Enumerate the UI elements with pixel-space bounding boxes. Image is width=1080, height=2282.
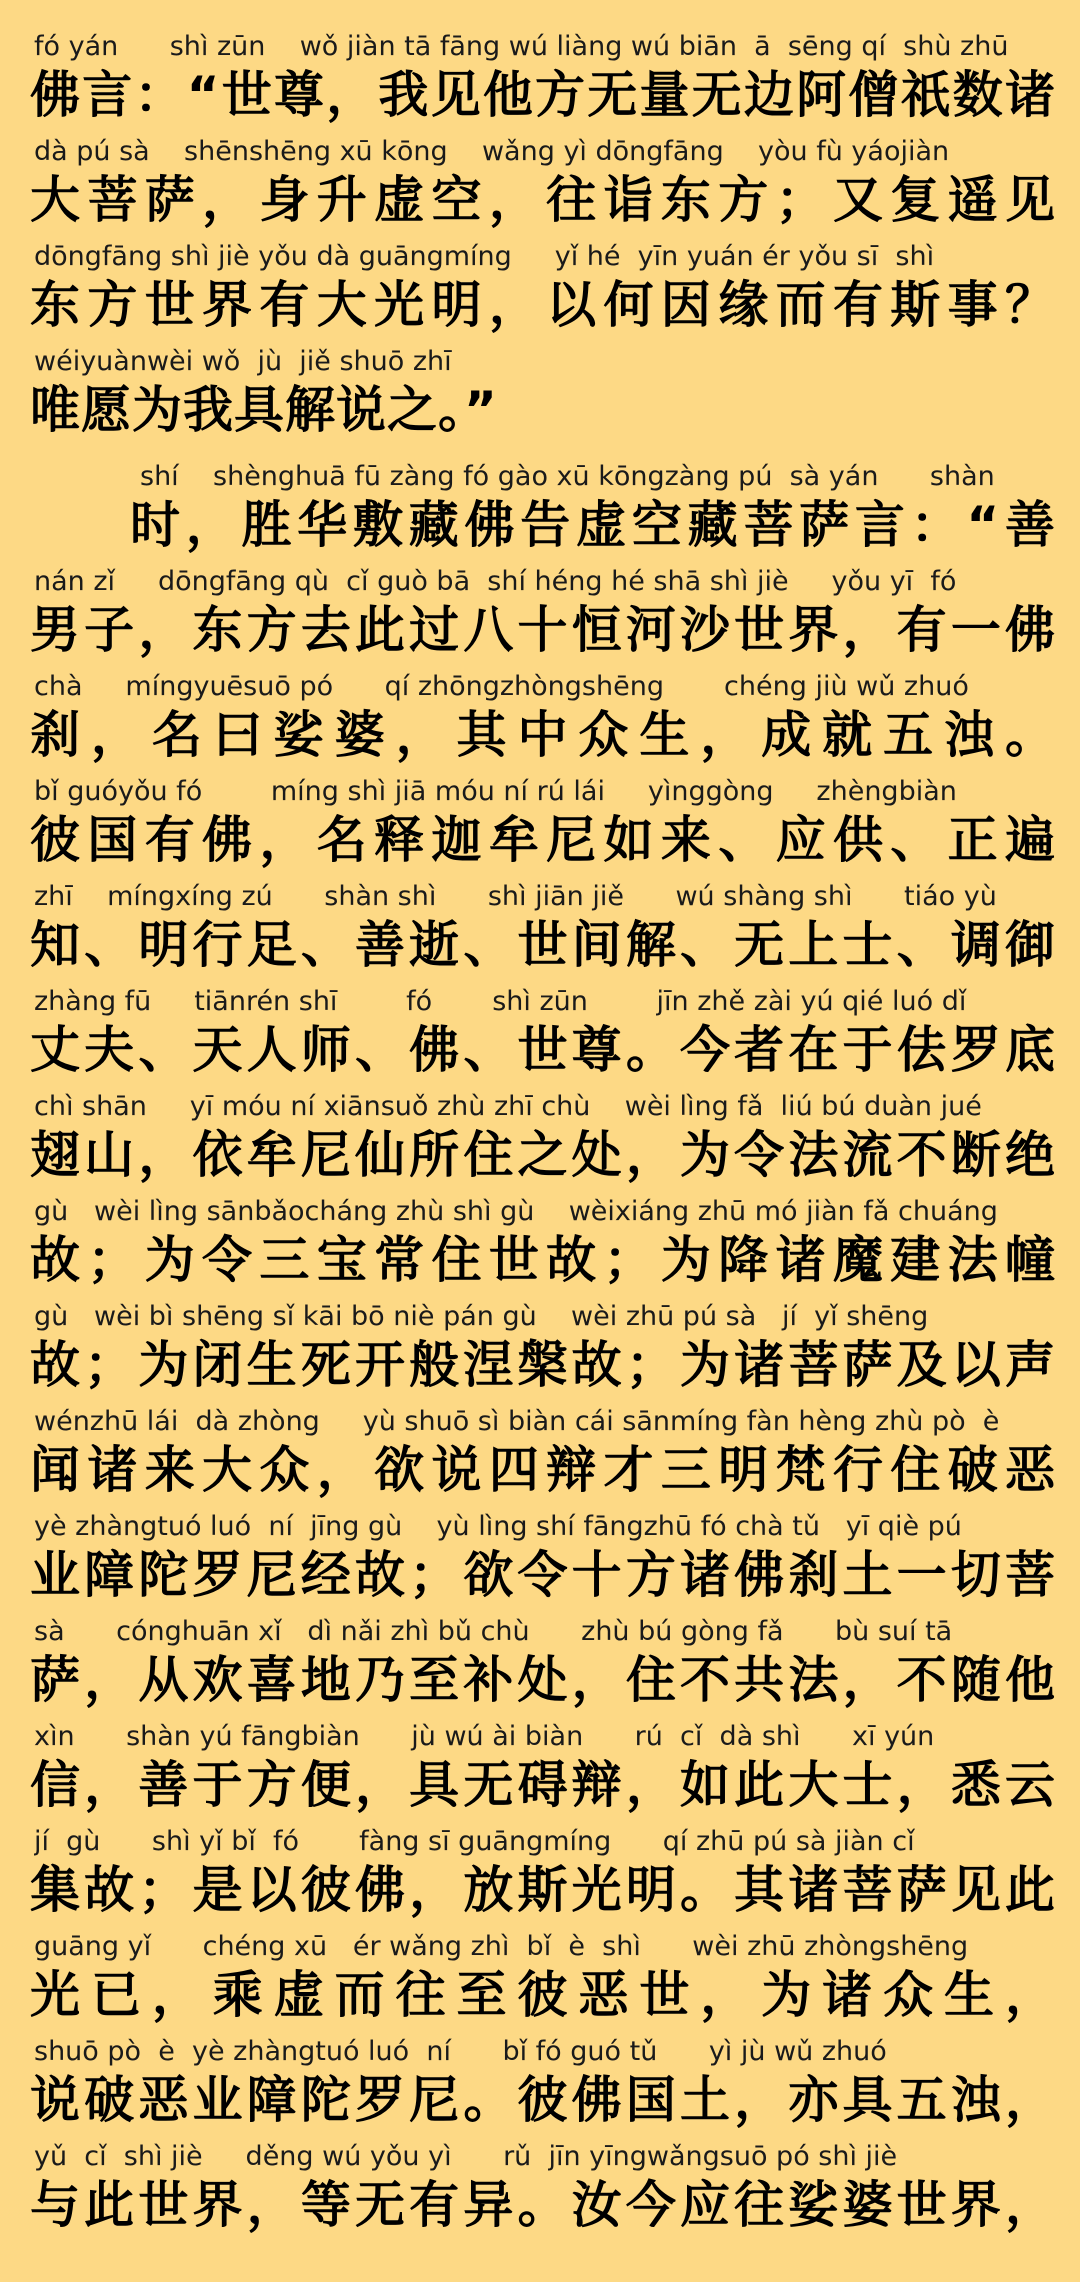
hanzi-line: 时，胜华敷藏佛告虚空藏菩萨言：“善 — [130, 496, 1056, 554]
hanzi-line: 丈夫、天人师、佛、世尊。今者在于佉罗底 — [30, 1021, 1056, 1079]
hanzi-line: 说破恶业障陀罗尼。彼佛国土，亦具五浊， — [30, 2071, 1056, 2129]
text-line-4 — [0, 345, 1080, 450]
hanzi-line: 业障陀罗尼经故；欲令十方诸佛刹土一切菩 — [30, 1546, 1056, 1604]
pinyin-line: fó yán shì zūn wǒ jiàn tā fāng wú liàng wú biān ā sēng qí shù zhū — [34, 31, 1009, 62]
pinyin-line: sà cónghuān xǐ dì nǎi zhì bǔ chù zhù bú gòng fǎ bù suí tā — [34, 1616, 953, 1647]
hanzi-line: 集故；是以彼佛，放斯光明。其诸菩萨见此 — [30, 1861, 1056, 1919]
hanzi-line: 光已，乘虚而往至彼恶世，为诸众生， — [30, 1966, 1056, 2024]
text-line-5 — [0, 460, 1080, 565]
hanzi-line: 男子，东方去此过八十恒河沙世界，有一佛 — [30, 601, 1056, 659]
pinyin-line: jí gù shì yǐ bǐ fó fàng sī guāngmíng qí zhū pú sà jiàn cǐ — [34, 1826, 915, 1857]
text-line-3 — [0, 240, 1080, 345]
text-line-11 — [0, 1090, 1080, 1195]
pinyin-line: zhī míngxíng zú shàn shì shì jiān jiě wú shàng shì tiáo yù — [34, 881, 997, 912]
pinyin-line: gù wèi lìng sānbǎocháng zhù shì gù wèixiáng zhū mó jiàn fǎ chuáng — [34, 1196, 998, 1227]
hanzi-line: 刹，名曰娑婆，其中众生，成就五浊。 — [30, 706, 1056, 764]
pinyin-line: guāng yǐ chéng xū ér wǎng zhì bǐ è shì wèi zhū zhòngshēng — [34, 1931, 969, 1962]
hanzi-line: 知、明行足、善逝、世间解、无上士、调御 — [30, 916, 1056, 974]
text-line-21 — [0, 2140, 1080, 2245]
text-line-8 — [0, 775, 1080, 880]
pinyin-line: gù wèi bì shēng sǐ kāi bō niè pán gù wèi zhū pú sà jí yǐ shēng — [34, 1301, 929, 1332]
hanzi-line: 佛言：“世尊，我见他方无量无边阿僧祇数诸 — [30, 66, 1056, 124]
pinyin-line: shuō pò è yè zhàngtuó luó ní bǐ fó guó tǔ yì jù wǔ zhuó — [34, 2036, 887, 2067]
pinyin-line: xìn shàn yú fāngbiàn jù wú ài biàn rú cǐ dà shì xī yún — [34, 1721, 935, 1752]
text-line-19 — [0, 1930, 1080, 2035]
hanzi-line: 唯愿为我具解说之。” — [30, 381, 498, 439]
pinyin-line: chì shān yī móu ní xiānsuǒ zhù zhī chù wèi lìng fǎ liú bú duàn jué — [34, 1091, 982, 1122]
text-line-7 — [0, 670, 1080, 775]
text-line-17 — [0, 1720, 1080, 1825]
text-line-15 — [0, 1510, 1080, 1615]
pinyin-line: shí shènghuā fū zàng fó gào xū kōngzàng pú sà yán shàn — [140, 461, 995, 492]
pinyin-line: yè zhàngtuó luó ní jīng gù yù lìng shí fāngzhū fó chà tǔ yī qiè pú — [34, 1511, 962, 1542]
pinyin-line: wéiyuànwèi wǒ jù jiě shuō zhī — [34, 346, 452, 377]
text-line-9 — [0, 880, 1080, 985]
pinyin-line: dōngfāng shì jiè yǒu dà guāngmíng yǐ hé yīn yuán ér yǒu sī shì — [34, 241, 935, 272]
hanzi-line: 翅山，依牟尼仙所住之处，为令法流不断绝 — [30, 1126, 1056, 1184]
hanzi-line: 彼国有佛，名释迦牟尼如来、应供、正遍 — [30, 811, 1056, 869]
hanzi-line: 故；为闭生死开般涅槃故；为诸菩萨及以声 — [30, 1336, 1056, 1394]
text-line-18 — [0, 1825, 1080, 1930]
hanzi-line: 东方世界有大光明，以何因缘而有斯事？ — [30, 276, 1056, 334]
hanzi-line: 萨，从欢喜地乃至补处，住不共法，不随他 — [30, 1651, 1056, 1709]
text-line-20 — [0, 2035, 1080, 2140]
pinyin-line: wénzhū lái dà zhòng yù shuō sì biàn cái sānmíng fàn hèng zhù pò è — [34, 1406, 1000, 1437]
text-line-16 — [0, 1615, 1080, 1720]
hanzi-line: 与此世界，等无有异。汝今应往娑婆世界， — [30, 2176, 1056, 2234]
pinyin-line: chà míngyuēsuō pó qí zhōngzhòngshēng chéng jiù wǔ zhuó — [34, 671, 969, 702]
hanzi-line: 信，善于方便，具无碍辩，如此大士，悉云 — [30, 1756, 1056, 1814]
text-line-13 — [0, 1300, 1080, 1405]
hanzi-line: 闻诸来大众，欲说四辩才三明梵行住破恶 — [30, 1441, 1056, 1499]
hanzi-line: 故；为令三宝常住世故；为降诸魔建法幢 — [30, 1231, 1056, 1289]
text-line-12 — [0, 1195, 1080, 1300]
pinyin-line: dà pú sà shēnshēng xū kōng wǎng yì dōngfāng yòu fù yáojiàn — [34, 136, 950, 167]
pinyin-line: zhàng fū tiānrén shī fó shì zūn jīn zhě zài yú qié luó dǐ — [34, 986, 967, 1017]
pinyin-line: bǐ guóyǒu fó míng shì jiā móu ní rú lái yìnggòng zhèngbiàn — [34, 776, 957, 807]
pinyin-line: nán zǐ dōngfāng qù cǐ guò bā shí héng hé shā shì jiè yǒu yī fó — [34, 566, 957, 597]
text-line-1 — [0, 30, 1080, 135]
text-line-6 — [0, 565, 1080, 670]
hanzi-line: 大菩萨，身升虚空，往诣东方；又复遥见 — [30, 171, 1056, 229]
text-line-14 — [0, 1405, 1080, 1510]
text-line-2 — [0, 135, 1080, 240]
text-line-10 — [0, 985, 1080, 1090]
pinyin-line: yǔ cǐ shì jiè děng wú yǒu yì rǔ jīn yīngwǎngsuō pó shì jiè — [34, 2141, 898, 2172]
